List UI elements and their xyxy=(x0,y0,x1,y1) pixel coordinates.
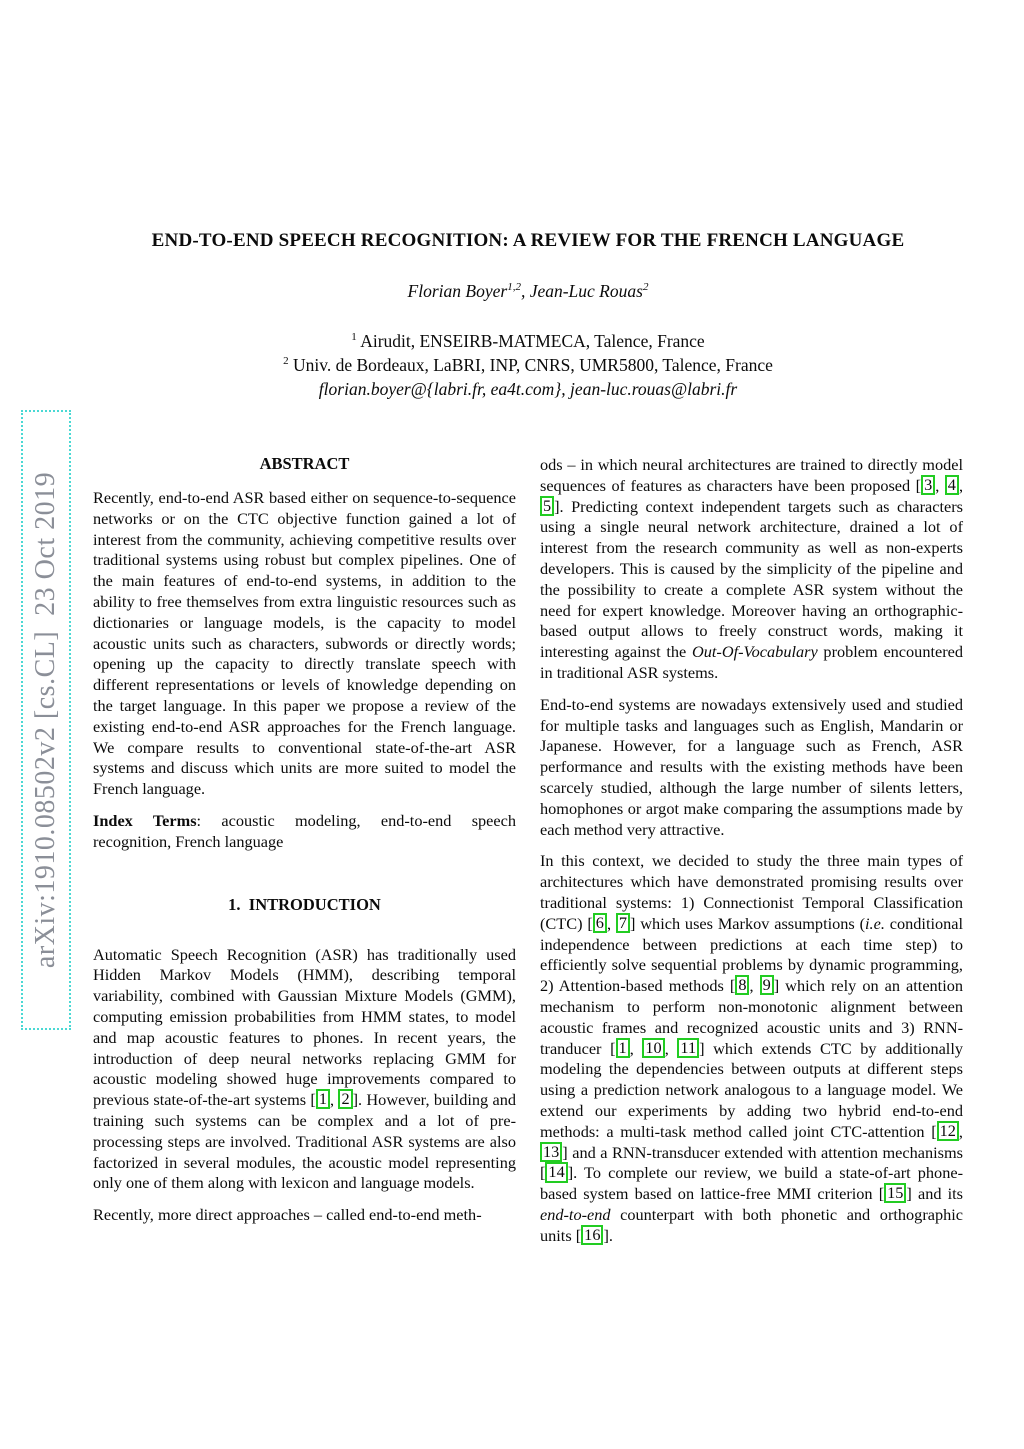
citation-link[interactable]: 2 xyxy=(338,1089,352,1109)
citation-link[interactable]: 3 xyxy=(921,475,935,495)
arxiv-watermark-text: arXiv:1910.08502v2 [cs.CL] 23 Oct 2019 xyxy=(30,471,61,969)
citation-link[interactable]: 15 xyxy=(884,1183,906,1203)
paragraph-right-3: In this context, we decided to study the three main types of architectures which have demonstrated promising results over traditional systems: 1) Connectionist Temporal Classification (CTC) [ 6 , 7 ] which uses Markov assumptions (i.e. conditional independence between predictions at each time step) to efficiently solve sequential problems by dynamic programming, 2) Attention-based methods [ 8 , 9 ] which rely on an attention mechanism to perform non-monotonic alignment between acoustic frames and recognized acoustic units and 3) RNN-tranducer [ 1 , 10 , 11 ] which extends CTC by additionally modeling the dependencies between outputs at different steps using a prediction network analogous to a language model. We extend our experiments by adding two hybrid end-to-end methods: a multi-task method called joint CTC-attention [ 12 , 13 ] and a RNN-transducer extended with attention mechanisms [ 14 ]. To complete our review, we build a state-of-art phone-based system based on lattice-free MMI criterion [ 15 ] and its end-to-end counterpart with both phonetic and orthographic units [ 16 ]. xyxy=(540,851,964,1245)
paper-title: END-TO-END SPEECH RECOGNITION: A REVIEW FOR THE FRENCH LANGUAGE xyxy=(151,230,905,251)
paragraph-right-2: End-to-end systems are nowadays extensively used and studied for multiple tasks and languages such as English, Mandarin or Japanese. However, for a language such as French, ASR performance and results with the existing methods have been scarcely studied, although the large number of silents letters, homophones or argot make comparing the assumptions made by each method very attractive. xyxy=(540,694,963,839)
paper-body xyxy=(93,452,963,1246)
superscript: 2 xyxy=(283,355,289,368)
right-column xyxy=(540,452,963,1246)
abstract-text: Recently, end-to-end ASR based either on sequence-to-sequence networks or on the CTC objective function gained a lot of interest from the community, achieving competitive results over traditional systems using robust but complex pipelines. One of the main features of end-to-end systems, in addition to the ability to free themselves from extra linguistic resources such as dictionaries or language models, is the capacity to model acoustic units such as characters, subwords or directly words; opening up the capacity to directly translate speech with different representations or levels of knowledge depending on the target language. In this paper we propose a review of the existing end-to-end ASR approaches for the French language. We compare results to conventional state-of-the-art ASR systems and discuss which units are more suited to model the French language. xyxy=(93,488,516,799)
citation-link[interactable]: 5 xyxy=(540,496,554,516)
arxiv-watermark xyxy=(21,410,71,1030)
paragraph-right-1: ods – in which neural architectures are trained to directly model sequences of features as characters have been proposed [ 3 , 4 , 5 ]. Predicting context independent targets such as characters using a single neural network architecture, drained a lot of interest from the research community as well as non-experts developers. This is caused by the simplicity of the pipeline and the possibility to create a complete ASR system without the need for expert knowledge. Moreover having an orthographic-based output allows to freely construct words, making it interesting against the Out-Of-Vocabulary problem encountered in traditional ASR systems. xyxy=(540,455,964,682)
abstract-heading: ABSTRACT xyxy=(259,454,350,473)
citation-link[interactable]: 13 xyxy=(540,1142,562,1162)
italic-text: Out-Of-Vocabulary xyxy=(691,642,818,662)
citation-link[interactable]: 10 xyxy=(642,1038,664,1058)
italic-text: end-to-end xyxy=(540,1204,611,1224)
introduction-heading: 1. INTRODUCTION xyxy=(228,894,381,914)
citation-link[interactable]: 9 xyxy=(760,975,774,995)
citation-link[interactable]: 1 xyxy=(616,1038,630,1058)
authors-line: Florian Boyer$^{1,2}$, Jean-Luc Rouas$^2$ xyxy=(407,281,649,301)
affiliation-1: $^1$ Airudit, ENSEIRB-MATMECA, Talence, France xyxy=(351,331,705,351)
citation-link[interactable]: 4 xyxy=(945,475,959,495)
paper-header xyxy=(93,0,963,401)
superscript: 2 xyxy=(642,281,649,294)
bold-text: Index Terms xyxy=(93,810,197,830)
index-terms: Index Terms: acoustic modeling, end-to-end speech recognition, French language xyxy=(93,810,516,851)
affiliations-block xyxy=(93,329,963,401)
italic-text: i.e. xyxy=(865,913,885,933)
citation-link[interactable]: 12 xyxy=(937,1121,959,1141)
paragraph-intro-2: Recently, more direct approaches – called end-to-end meth- xyxy=(93,1205,482,1225)
citation-link[interactable]: 7 xyxy=(616,913,630,933)
author-emails: florian.boyer@{labri.fr, ea4t.com}, jean-luc.rouas@labri.fr xyxy=(318,379,738,399)
citation-link[interactable]: 8 xyxy=(735,975,749,995)
paragraph-intro-1: Automatic Speech Recognition (ASR) has traditionally used Hidden Markov Models (HMM), describing temporal variability, combined with Gaussian Mixture Models (GMM), computing emission probabilities from HMM states, to model and map acoustic features to phones. In recent years, the introduction of deep neural networks replacing GMM for acoustic modeling showed huge improvements compared to previous state-of-the-art systems [ 1 , 2 ]. However, building and training such systems can be complex and a lot of pre-processing steps are involved. Traditional ASR systems are also factorized in several modules, the acoustic model representing only one of them along with lexicon and language models. xyxy=(93,944,517,1193)
left-column xyxy=(93,452,516,1246)
citation-link[interactable]: 6 xyxy=(593,913,607,933)
citation-link[interactable]: 11 xyxy=(677,1038,699,1058)
superscript: 1,2 xyxy=(507,281,521,294)
citation-link[interactable]: 1 xyxy=(316,1089,330,1109)
citation-link[interactable]: 14 xyxy=(545,1162,567,1182)
citation-link[interactable]: 16 xyxy=(581,1225,603,1245)
superscript: 1 xyxy=(351,331,357,344)
affiliation-2: $^2$ Univ. de Bordeaux, LaBRI, INP, CNRS, UMR5800, Talence, France xyxy=(283,355,773,375)
